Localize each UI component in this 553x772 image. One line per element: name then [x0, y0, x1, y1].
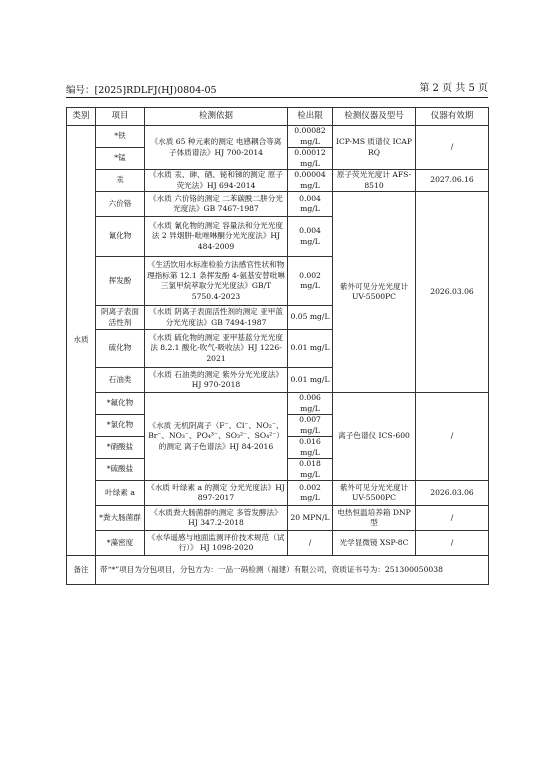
item-cell: *氯化物 — [96, 415, 145, 437]
validity-cell: 2026.03.06 — [416, 481, 489, 506]
instrument-cell: 电热恒温培养箱 DNP 型 — [333, 506, 416, 531]
limit-cell: / — [288, 531, 333, 556]
limit-cell: 0.01 mg/L — [288, 368, 333, 393]
item-cell: *硝酸盐 — [96, 437, 145, 459]
limit-cell: 0.002 mg/L — [288, 257, 333, 306]
item-cell: *铁 — [96, 126, 145, 148]
validity-cell: / — [416, 531, 489, 556]
method-cell: 《水质 硫化物的测定 亚甲基蓝分光光度法 8.2.1 酸化-吹气-吸收法》HJ 1226-2021 — [145, 330, 288, 368]
instrument-cell: 紫外可见分光光度计 UV-5500PC — [333, 481, 416, 506]
col-header-validity: 仪器有效期 — [416, 108, 489, 126]
col-header-limit: 检出限 — [288, 108, 333, 126]
report-number: 编号：[2025]RDLFJ(HJ)0804-05 — [66, 82, 217, 98]
item-cell: 氰化物 — [96, 217, 145, 257]
method-cell: 《水质 无机阴离子（F⁻、Cl⁻、NO₂⁻、Br⁻、NO₃⁻、PO₄³⁻、SO₃²⁻、SO₄²⁻）的测定 离子色谱法》HJ 84-2016 — [145, 393, 288, 481]
method-cell: 《水质 石油类的测定 紫外分光光度法》HJ 970-2018 — [145, 368, 288, 393]
table-header-row — [67, 108, 489, 126]
instrument-cell: ICP-MS 质谱仪 ICAP RQ — [333, 126, 416, 170]
limit-cell: 0.002 mg/L — [288, 481, 333, 506]
item-cell: *藻密度 — [96, 531, 145, 556]
limit-cell: 0.007 mg/L — [288, 415, 333, 437]
method-cell: 《水质 阴离子表面活性剂的测定 亚甲蓝分光光度法》GB 7494-1987 — [145, 306, 288, 330]
table-row — [67, 192, 489, 217]
table-row — [67, 481, 489, 506]
limit-cell: 0.00082 mg/L — [288, 126, 333, 148]
category-cell: 水质 — [67, 126, 96, 556]
limit-cell: 0.018 mg/L — [288, 459, 333, 481]
limit-cell: 0.00012 mg/L — [288, 148, 333, 170]
method-cell: 《水质 叶绿素 a 的测定 分光光度法》HJ 897-2017 — [145, 481, 288, 506]
limit-cell: 20 MPN/L — [288, 506, 333, 531]
col-header-item: 项目 — [96, 108, 145, 126]
item-cell: 阴离子表面活性剂 — [96, 306, 145, 330]
validity-cell: 2026.03.06 — [416, 192, 489, 393]
method-cell: 《水质 65 种元素的测定 电感耦合等离子体质谱法》HJ 700-2014 — [145, 126, 288, 170]
limit-cell: 0.00004 mg/L — [288, 170, 333, 192]
item-cell: 挥发酚 — [96, 257, 145, 306]
item-cell: *氟化物 — [96, 393, 145, 415]
validity-cell: / — [416, 126, 489, 170]
limit-cell: 0.004 mg/L — [288, 217, 333, 257]
table-row — [67, 170, 489, 192]
test-methods-table — [66, 107, 489, 585]
validity-cell: / — [416, 506, 489, 531]
method-cell: 《水质粪大肠菌群的测定 多管发酵法》HJ 347.2-2018 — [145, 506, 288, 531]
header-rule — [66, 97, 488, 98]
item-cell: 六价铬 — [96, 192, 145, 217]
table-row — [67, 126, 489, 148]
remarks-text: 带“*”项目为分包项目，分包方为：一品一码检测（福建）有限公司，资质证书号为：251300050038 — [96, 556, 489, 585]
table-row — [67, 393, 489, 415]
method-cell: 《水质 氰化物的测定 容量法和分光光度法 2 异烟肼-吡唑啉酮分光光度法》HJ 484-2009 — [145, 217, 288, 257]
page-number: 第 2 页 共 5 页 — [419, 83, 488, 94]
table-row — [67, 506, 489, 531]
limit-cell: 0.004 mg/L — [288, 192, 333, 217]
instrument-cell: 离子色谱仪 ICS-600 — [333, 393, 416, 481]
method-cell: 《水质 六价铬的测定 二苯碳酰二肼分光光度法》GB 7467-1987 — [145, 192, 288, 217]
limit-cell: 0.01 mg/L — [288, 330, 333, 368]
col-header-instrument: 检测仪器及型号 — [333, 108, 416, 126]
item-cell: 叶绿素 a — [96, 481, 145, 506]
col-header-category: 类别 — [67, 108, 96, 126]
remarks-row — [67, 556, 489, 585]
method-cell: 《水华遥感与地面监测评价技术规范（试行）》 HJ 1098-2020 — [145, 531, 288, 556]
remarks-label: 备注 — [67, 556, 96, 585]
validity-cell: 2027.06.16 — [416, 170, 489, 192]
item-cell: *硫酸盐 — [96, 459, 145, 481]
table-row — [67, 531, 489, 556]
validity-cell: / — [416, 393, 489, 481]
instrument-cell: 紫外可见分光光度计 UV-5500PC — [333, 192, 416, 393]
item-cell: 硫化物 — [96, 330, 145, 368]
item-cell: *粪大肠菌群 — [96, 506, 145, 531]
col-header-method: 检测依据 — [145, 108, 288, 126]
item-cell: 石油类 — [96, 368, 145, 393]
instrument-cell: 原子荧光光度计 AFS-8510 — [333, 170, 416, 192]
method-cell: 《水质 汞、砷、硒、铋和锑的测定 原子荧光法》HJ 694-2014 — [145, 170, 288, 192]
limit-cell: 0.05 mg/L — [288, 306, 333, 330]
item-cell: 汞 — [96, 170, 145, 192]
limit-cell: 0.006 mg/L — [288, 393, 333, 415]
limit-cell: 0.016 mg/L — [288, 437, 333, 459]
method-cell: 《生活饮用水标准检验方法感官性状和物理指标第 12.1 条挥发酚 4-氨基安替吡啉三氯甲烷萃取分光光度法》GB/T 5750.4-2023 — [145, 257, 288, 306]
item-cell: *锰 — [96, 148, 145, 170]
instrument-cell: 光学显微镜 XSP-8C — [333, 531, 416, 556]
